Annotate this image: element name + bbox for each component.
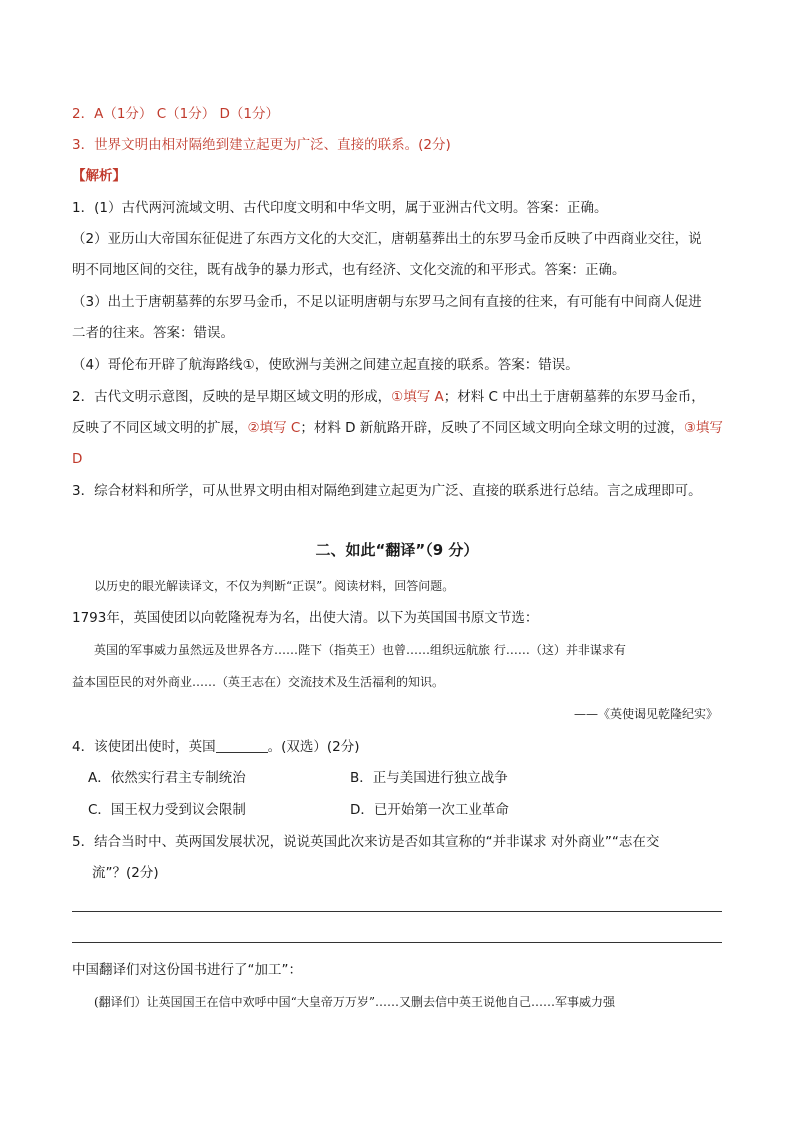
answer-line-1[interactable] bbox=[72, 911, 722, 912]
answer-line-2[interactable] bbox=[72, 942, 722, 943]
analysis-2-line2 bbox=[72, 418, 723, 438]
analysis-1-3a: （3）出土于唐朝墓葬的东罗马金币，不足以证明唐朝与东罗马之间有直接的往来，有可能有中间商人促进 bbox=[72, 294, 702, 310]
option-c[interactable]: C．国王权力受到议会限制 bbox=[88, 802, 246, 818]
answer-blank[interactable] bbox=[216, 738, 268, 753]
analysis-1-3b: 二者的往来。答案：错误。 bbox=[72, 325, 234, 341]
section-context: 1793年，英国使团以向乾隆祝寿为名，出使大清。以下为英国国书原文节选： bbox=[72, 610, 539, 626]
answer-2: 2．A（1分） C（1分） D（1分） bbox=[72, 106, 279, 122]
translator-quote: (翻译们）让英国国王在信中欢呼中国“大皇帝万万岁”……又删去信中英王说他自己……军事威力强 bbox=[94, 995, 615, 1009]
analysis-2-text-a: 2．古代文明示意图，反映的是早期区域文明的形成， bbox=[72, 389, 392, 405]
analysis-3: 3．综合材料和所学，可从世界文明由相对隔绝到建立起更为广泛、直接的联系进行总结。言之成理即可。 bbox=[72, 483, 702, 499]
section-intro: 以历史的眼光解读译文，不仅为判断“正误”。阅读材料，回答问题。 bbox=[94, 579, 455, 593]
section-title: 二、如此“翻译”（9 分） bbox=[315, 541, 479, 559]
option-a[interactable]: A．依然实行君主专制统治 bbox=[88, 770, 246, 786]
question-4-prefix: 4．该使团出使时，英国 bbox=[72, 739, 216, 755]
option-b[interactable]: B．正与美国进行独立战争 bbox=[350, 770, 508, 786]
analysis-2-fill-c: ②填写 C bbox=[247, 420, 301, 436]
quote-line-2: 益本国臣民的对外商业……（英王志在）交流技术及生活福利的知识。 bbox=[72, 675, 445, 689]
question-4 bbox=[72, 737, 359, 757]
analysis-2-line3: D bbox=[72, 451, 83, 467]
analysis-2-text-d: ；材料 D 新航路开辟，反映了不同区域文明向全球文明的过渡， bbox=[300, 420, 684, 436]
analysis-1-2b: 明不同地区间的交往，既有战争的暴力形式，也有经济、文化交流的和平形式。答案：正确。 bbox=[72, 262, 626, 278]
analysis-2-fill-d: ③填写 bbox=[683, 420, 723, 436]
analysis-heading: 【解析】 bbox=[72, 168, 126, 184]
analysis-2-line1 bbox=[72, 387, 705, 407]
question-4-suffix: 。(双选）(2分) bbox=[267, 739, 360, 755]
analysis-2-text-c: 反映了不同区域文明的扩展， bbox=[72, 420, 248, 436]
analysis-1-2a: （2）亚历山大帝国东征促进了东西方文化的大交汇，唐朝墓葬出土的东罗马金币反映了中西商业交往，说 bbox=[72, 231, 702, 247]
answer-3: 3．世界文明由相对隔绝到建立起更为广泛、直接的联系。(2分) bbox=[72, 137, 451, 153]
question-5-line2: 流”？(2分) bbox=[92, 865, 159, 881]
analysis-1-1: 1．(1）古代两河流域文明、古代印度文明和中华文明，属于亚洲古代文明。答案：正确。 bbox=[72, 200, 608, 216]
question-5-line1: 5．结合当时中、英两国发展状况，说说英国此次来访是否如其宣称的“并非谋求 对外商业”“志在交 bbox=[72, 834, 660, 850]
analysis-1-4: （4）哥伦布开辟了航海路线①，使欧洲与美洲之间建立起直接的联系。答案：错误。 bbox=[72, 357, 579, 373]
quote-line-1: 英国的军事威力虽然远及世界各方……陛下（指英王）也曾……组织远航旅 行……（这）并非谋求有 bbox=[94, 643, 626, 657]
translator-intro: 中国翻译们对这份国书进行了“加工”： bbox=[72, 962, 302, 978]
option-d[interactable]: D．已开始第一次工业革命 bbox=[350, 802, 509, 818]
analysis-2-text-b: ；材料 C 中出土于唐朝墓葬的东罗马金币， bbox=[443, 389, 705, 405]
analysis-2-fill-a: ①填写 A bbox=[391, 389, 444, 405]
quote-source: ——《英使谒见乾隆纪实》 bbox=[573, 707, 718, 721]
